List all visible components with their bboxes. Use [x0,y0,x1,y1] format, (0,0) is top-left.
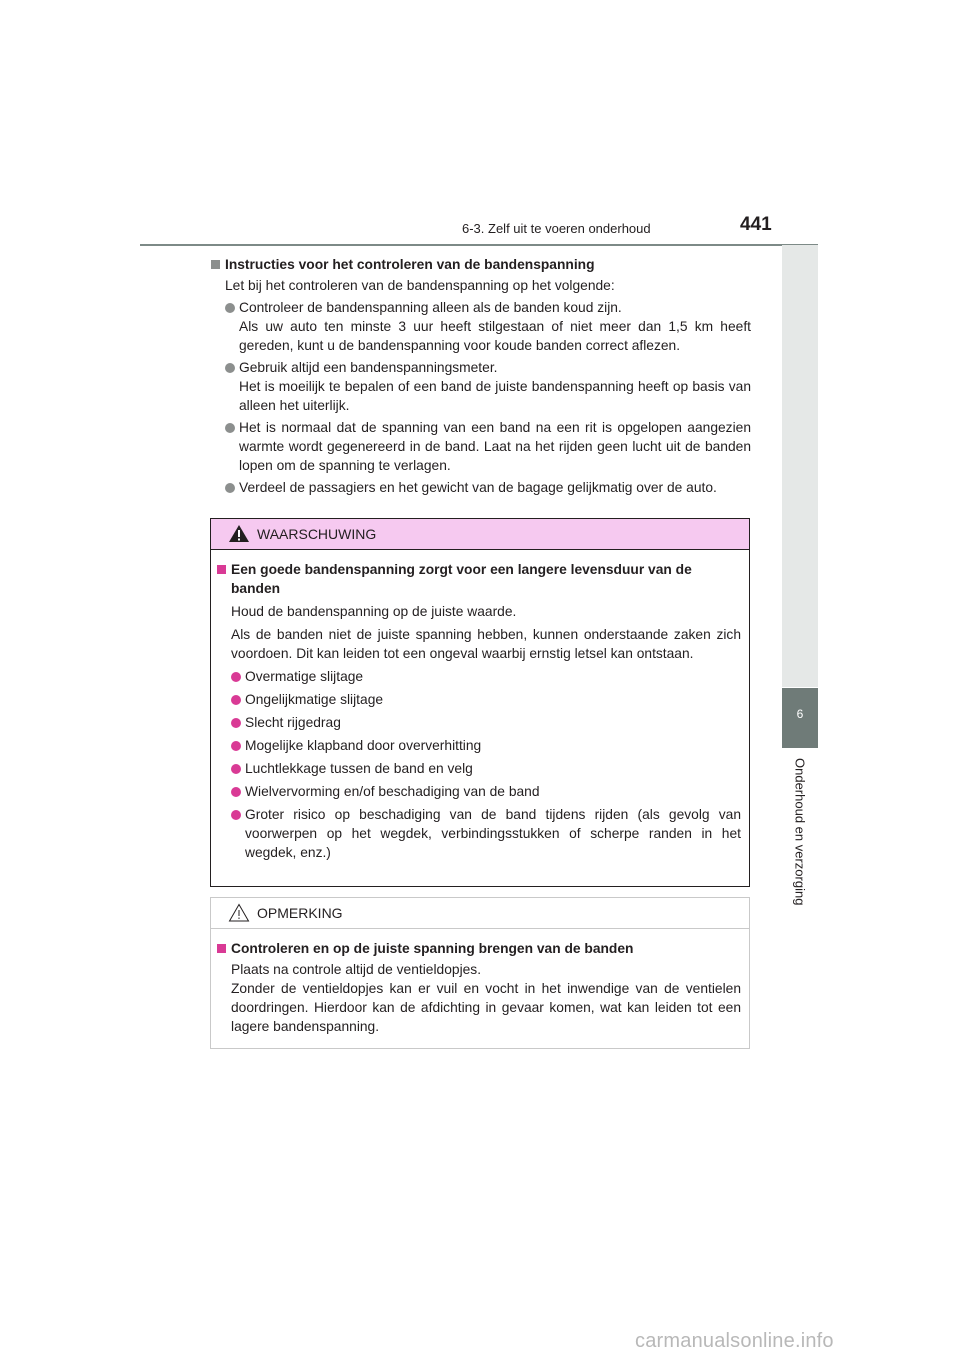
list-item [211,358,751,415]
warning-para: Als de banden niet de juiste spanning hebben, kunnen onderstaande zaken zich voordoen. Dit kan leiden tot een ongeval waarbij ernstig letsel kan ontstaan. [231,627,741,661]
header-divider [140,244,818,246]
bullet-icon [231,741,241,751]
list-item: Overmatige slijtage [217,667,741,686]
list-item [211,418,751,475]
bullet-icon [225,483,235,493]
list-item: Groter risico op beschadiging van de band tijdens rijden (als gevolg van voorwerpen op het wegdek, verbindingsstukken of scherpe randen in het wegdek, enz.) [217,805,741,862]
bullet-icon [225,363,235,373]
chapter-number-tab: 6 [782,688,818,748]
bullet-icon [231,810,241,820]
bullet-text: Het is normaal dat de spanning van een band na een rit is opgelopen aangezien warmte wordt gegenereerd in de band. Laat na het rijden geen lucht uit de banden lopen om de spanning te verlagen. [239,420,751,473]
bullet-line: Gebruik altijd een bandenspanningsmeter. [239,360,498,375]
note-line: Plaats na controle altijd de ventieldopjes. [231,962,482,977]
square-bullet-icon [211,260,220,269]
chapter-title: Onderhoud en verzorging [792,758,808,906]
warning-triangle-icon [228,524,250,543]
watermark: carmanualsonline.info [635,1330,834,1352]
section-title: 6-3. Zelf uit te voeren onderhoud [462,221,651,236]
warning-para: Houd de bandenspanning op de juiste waarde. [231,604,517,619]
section-heading: Instructies voor het controleren van de bandenspanning [211,255,751,274]
bullet-line: Controleer de bandenspanning alleen als de banden koud zijn. [239,300,622,315]
caution-triangle-icon [228,903,250,922]
bullet-icon [225,423,235,433]
bullet-text: Het is moeilijk te bepalen of een band de juiste bandenspanning heeft op basis van alleen het uiterlijk. [239,379,751,413]
note-heading: Controleren en op de juiste spanning brengen van de banden [217,939,741,958]
list-item: Wielvervorming en/of beschadiging van de band [217,782,741,801]
bullet-icon [231,764,241,774]
bullet-icon [231,718,241,728]
bullet-text: Verdeel de passagiers en het gewicht van de bagage gelijkmatig over de auto. [239,480,717,495]
bullet-icon [231,787,241,797]
side-tab-background [782,245,818,687]
warning-heading: Een goede bandenspanning zorgt voor een langere levensduur van de banden [217,560,741,598]
warning-box [210,518,750,887]
main-content [211,255,751,497]
note-para [231,960,741,1036]
bullet-icon [225,303,235,313]
square-bullet-icon [217,565,226,574]
list-item: Slecht rijgedrag [217,713,741,732]
intro-text: Let bij het controleren van de bandenspanning op het volgende: [225,278,615,293]
square-bullet-icon [217,944,226,953]
bullet-icon [231,695,241,705]
chapter-title-tab [776,758,824,928]
note-body [211,929,749,1036]
note-text: Zonder de ventieldopjes kan er vuil en vocht in het inwendige van de ventielen doordringen. Hierdoor kan de afdichting in gevaar komen, wat kan leiden tot een lagere bandenspanning. [231,981,741,1034]
warning-body [211,550,749,862]
warning-title-bar [211,519,749,550]
list-item: Ongelijkmatige slijtage [217,690,741,709]
list-item: Mogelijke klapband door oververhitting [217,736,741,755]
page-number: 441 [740,214,772,235]
list-item [211,478,751,497]
note-title: OPMERKING [257,905,343,921]
list-item [211,298,751,355]
bullet-icon [231,672,241,682]
warning-title: WAARSCHUWING [257,526,377,542]
note-title-bar [211,898,749,929]
bullet-text: Als uw auto ten minste 3 uur heeft stilgestaan of niet meer dan 1,5 km heeft gereden, kunt u de bandenspanning voor koude banden correct aflezen. [239,319,751,353]
note-box [210,897,750,1049]
list-item: Luchtlekkage tussen de band en velg [217,759,741,778]
